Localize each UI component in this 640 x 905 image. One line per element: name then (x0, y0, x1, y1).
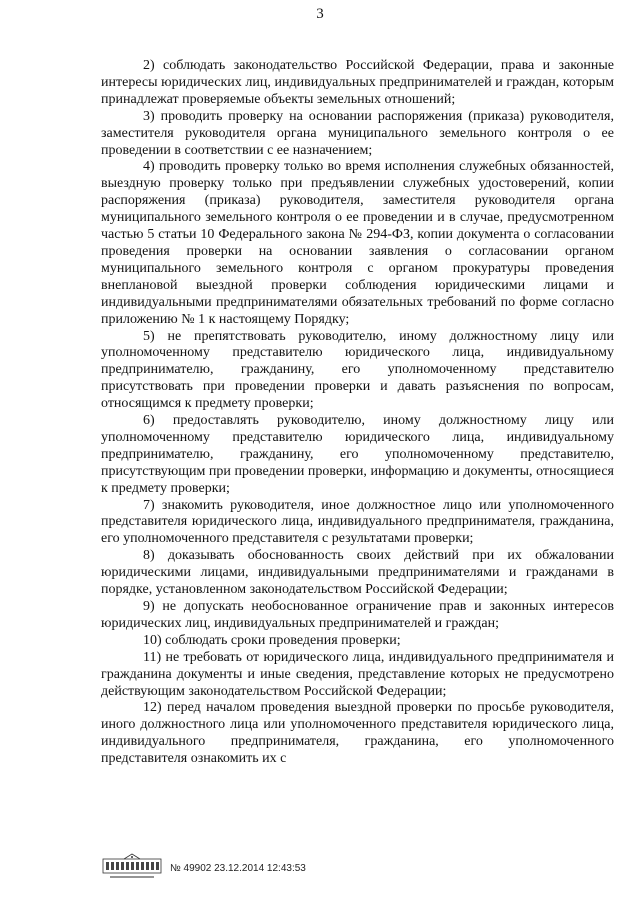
paragraph-item-5: 5) не препятствовать руководителю, иному должностному лицу или уполномоченному представителю юридического лица, индивидуальному предпринимателю, гражданину, его уполномоченному представителю присутствовать при проведении проверки и давать разъяснения по вопросам, относящимся к предмету проверки; (101, 328, 614, 412)
paragraph-item-12: 12) перед началом проведения выездной проверки по просьбе руководителя, иного должностного лица или уполномоченного представителя юридического лица, индивидуального предпринимателя, гражданина, его уполномоченного представителя ознакомить их с (101, 700, 614, 767)
document-body (101, 58, 614, 768)
paragraph-item-2: 2) соблюдать законодательство Российской Федерации, права и законные интересы юридических лиц, индивидуальных предпринимателей и граждан, которым принадлежат проверяемые объекты земельных отношений; (101, 58, 614, 107)
paragraph-item-10: 10) соблюдать сроки проведения проверки; (143, 632, 401, 648)
paragraph-item-9: 9) не допускать необоснованное ограничение прав и законных интересов юридических лиц, индивидуальных предпринимателей и граждан; (101, 599, 614, 631)
paragraph-item-7: 7) знакомить руководителя, иное должностное лицо или уполномоченного представителя юридического лица, индивидуального предпринимателя, гражданина, его уполномоченного представителя с результатами проверки; (101, 497, 614, 547)
registration-footer (102, 853, 422, 883)
paragraph-item-6: 6) предоставлять руководителю, иному должностному лицу или уполномоченному представителю юридического лица, индивидуальному предпринимателю, гражданину, его уполномоченному представителю, присутствующим при проведении проверки, информацию и документы, относящиеся к предмету проверки; (101, 413, 614, 496)
paragraph-item-3: 3) проводить проверку на основании распоряжения (приказа) руководителя, заместителя руководителя органа муниципального земельного контроля о ее проведении в соответствии с ее назначением; (101, 108, 614, 158)
page-number: 3 (316, 6, 324, 22)
paragraph-item-8: 8) доказывать обоснованность своих действий при их обжаловании юридическими лицами, индивидуальными предпринимателями и гражданами в порядке, установленном законодательством Российской Федерации; (101, 548, 614, 598)
registration-stamp-text: № 49902 23.12.2014 12:43:53 (170, 863, 306, 874)
paragraph-item-11: 11) не требовать от юридического лица, индивидуального предпринимателя и гражданина документы и иные сведения, представление которых не предусмотрено действующим законодательством Российской Федерации; (101, 649, 614, 699)
official-seal-icon (102, 853, 162, 881)
paragraph-item-4: 4) проводить проверку только во время исполнения служебных обязанностей, выездную проверку только при предъявлении служебных удостоверений, копии распоряжения (приказа) руководителя, заместителя руководителя органа муниципального земельного контроля о ее проведении и в случае, предусмотренном частью 5 статьи 10 Федерального закона № 294-ФЗ, копии документа о согласовании проведения проверки на основании заявления о согласовании органом муниципального земельного контроля с органом прокуратуры проведения внеплановой выездной проверки соблюдения юридическими лицами и индивидуальными предпринимателями обязательных требований по форме согласно приложению № 1 к настоящему Порядку; (101, 159, 614, 327)
